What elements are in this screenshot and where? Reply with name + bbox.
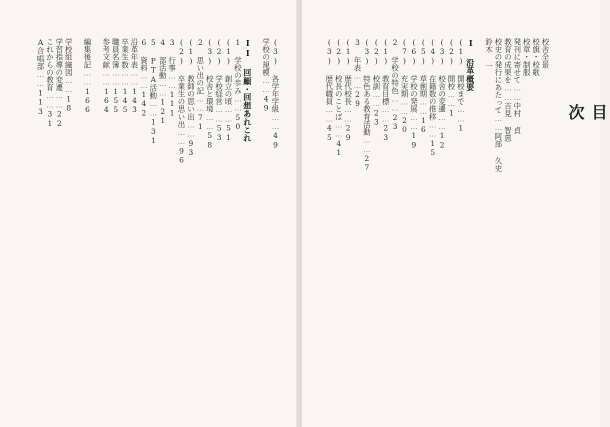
leader-dots: …… bbox=[130, 68, 139, 87]
toc-entry-text: (6) 学校の発展 bbox=[409, 38, 419, 113]
toc-entry-text: 教育の成果を bbox=[503, 38, 513, 84]
leader-dots: …… bbox=[101, 68, 111, 87]
leader-dots: …… bbox=[409, 112, 419, 132]
toc-column bbox=[195, 38, 206, 131]
toc-page-number: 31 bbox=[45, 109, 55, 129]
toc-page-number: 166 bbox=[83, 86, 92, 115]
toc-entry-text: (7) 充実期 bbox=[400, 38, 409, 98]
toc-entry-text: 卒業生数 bbox=[120, 38, 130, 69]
toc-entry-text: (1) 開校まで bbox=[456, 38, 466, 106]
toc-page-number: 23 bbox=[371, 108, 381, 127]
leader-dots: …… bbox=[36, 70, 45, 89]
leader-dots: …… bbox=[371, 90, 381, 109]
toc-column bbox=[324, 38, 335, 142]
leader-dots: …… bbox=[456, 105, 466, 124]
leader-dots: …… bbox=[139, 71, 149, 91]
toc-page-number: 27 bbox=[362, 154, 372, 173]
page-title: 目 次 bbox=[566, 104, 608, 160]
leader-dots: …… bbox=[45, 91, 55, 110]
toc-column bbox=[502, 38, 513, 142]
toc-column bbox=[35, 38, 46, 116]
toc-column bbox=[54, 38, 65, 128]
toc-entry-text: 学校組織図 bbox=[64, 38, 74, 76]
toc-page-number: 58 bbox=[205, 131, 215, 150]
leader-dots: …… bbox=[177, 128, 186, 147]
toc-entry-text: (3) 校舎と環境 bbox=[205, 38, 215, 113]
toc-column bbox=[270, 38, 281, 150]
toc-column bbox=[512, 38, 523, 134]
leader-dots: …… bbox=[381, 105, 391, 124]
leader-dots: …… bbox=[148, 99, 158, 118]
toc-entry-text: II 回顧・回想あれこれ bbox=[242, 38, 253, 143]
toc-entry-text: (2) 卒業生の思い出 bbox=[177, 38, 186, 128]
toc-entry-text: 発刊に寄せて bbox=[512, 38, 522, 84]
leader-dots: …… bbox=[418, 97, 428, 117]
toc-entry-text: 1 学校の歩み bbox=[233, 38, 243, 95]
toc-entry-text: (2) 開校 bbox=[447, 38, 456, 90]
toc-column bbox=[540, 38, 551, 68]
toc-column bbox=[82, 38, 93, 114]
toc-page-number: 113 bbox=[36, 88, 45, 117]
leader-dots: …… bbox=[437, 112, 447, 132]
toc-page-number: 20 bbox=[400, 116, 409, 135]
toc-column bbox=[333, 38, 344, 157]
leader-dots: …… bbox=[233, 94, 243, 113]
toc-column bbox=[371, 38, 382, 127]
toc-page-number: 16 bbox=[418, 116, 428, 135]
leader-dots: …… bbox=[271, 112, 280, 132]
leader-dots: …… bbox=[205, 112, 215, 132]
toc-column bbox=[437, 38, 448, 150]
toc-column bbox=[101, 38, 112, 114]
toc-entry-text: 3 行事 bbox=[167, 38, 177, 72]
toc-column bbox=[129, 38, 140, 114]
toc-page-number: 45 bbox=[324, 123, 334, 143]
toc-column bbox=[352, 38, 363, 108]
toc-entry-text: 2 思い出の記 bbox=[195, 38, 205, 95]
toc-page-number: 49 bbox=[261, 94, 271, 113]
toc-column bbox=[427, 38, 438, 157]
toc-page-number: 18 bbox=[64, 94, 74, 113]
toc-page-number: 93 bbox=[186, 138, 196, 158]
toc-column bbox=[232, 38, 243, 131]
toc-page-number: 29 bbox=[343, 123, 353, 143]
leader-dots: …… bbox=[428, 120, 438, 139]
toc-column bbox=[138, 38, 149, 118]
toc-page-number: 143 bbox=[130, 86, 139, 115]
toc-page-number: 鈴木 一 bbox=[484, 38, 494, 70]
toc-page-number: 51 bbox=[224, 123, 233, 143]
toc-entry-text: (4) 在籍数の推移 bbox=[428, 38, 438, 121]
toc-entry-text: 参考文献 bbox=[101, 38, 111, 69]
toc-page-number: 19 bbox=[409, 131, 419, 150]
leader-dots: …… bbox=[324, 105, 334, 124]
toc-page-number: 121 bbox=[158, 97, 168, 126]
leader-dots: …… bbox=[83, 68, 92, 87]
toc-column bbox=[120, 38, 131, 114]
toc-page-number: 111 bbox=[167, 90, 177, 118]
toc-entry-text: (1) 創立の頃 bbox=[224, 38, 233, 106]
toc-page-number: 1 bbox=[447, 108, 456, 118]
toc-column bbox=[418, 38, 429, 134]
leader-dots: …… bbox=[343, 105, 353, 124]
toc-page-number: 阿部 久史 bbox=[494, 132, 503, 173]
leader-dots: …… bbox=[334, 120, 344, 139]
toc-entry-text: 6 資料 bbox=[139, 38, 149, 72]
leader-dots: …… bbox=[390, 94, 400, 113]
toc-entry-text: 編集後記 bbox=[83, 38, 92, 69]
toc-column bbox=[110, 38, 121, 114]
toc-page-number: 15 bbox=[428, 138, 438, 158]
leader-dots: …… bbox=[261, 76, 271, 95]
leader-dots: …… bbox=[362, 135, 372, 155]
leader-dots: …… bbox=[503, 83, 513, 103]
toc-column bbox=[242, 38, 253, 142]
toc-column bbox=[261, 38, 272, 113]
toc-column bbox=[390, 38, 401, 131]
leader-dots: …… bbox=[158, 79, 168, 98]
toc-page-number: 164 bbox=[101, 86, 111, 115]
leader-dots: …… bbox=[195, 94, 205, 113]
toc-entry-text: (3) 歴代職員 bbox=[324, 38, 334, 106]
toc-page-number: 53 bbox=[214, 123, 224, 143]
toc-entry-text: これからの教育 bbox=[45, 38, 55, 92]
toc-entry-text: (1) 教育目標 bbox=[381, 38, 391, 106]
toc-page-number: 12 bbox=[437, 131, 447, 150]
leader-dots: …… bbox=[353, 71, 362, 91]
toc-page-number: 23 bbox=[390, 112, 400, 132]
toc-entry-text: (2) 校訓 bbox=[371, 38, 381, 90]
toc-page-number: 1 bbox=[456, 123, 466, 133]
toc-page-number: 29 bbox=[353, 90, 362, 109]
toc-entry-text: (2) 学校経営 bbox=[214, 38, 224, 106]
toc-page-number: 中村 貞 bbox=[512, 102, 522, 135]
toc-page-number: 50 bbox=[233, 112, 243, 132]
left-page bbox=[0, 0, 298, 427]
right-page bbox=[302, 0, 608, 427]
toc-entry-text: 5 PTA活動 bbox=[148, 38, 158, 100]
leader-dots: …… bbox=[224, 105, 233, 124]
leader-dots: …… bbox=[214, 105, 224, 124]
toc-page-number: 71 bbox=[195, 112, 205, 132]
toc-page-number: 吉見 智恵 bbox=[503, 102, 513, 142]
toc-page-number: 96 bbox=[177, 146, 186, 165]
toc-column bbox=[493, 38, 504, 172]
toc-column bbox=[44, 38, 55, 128]
toc-column bbox=[223, 38, 234, 142]
toc-entry-text: 沿革年表 bbox=[130, 38, 139, 69]
toc-column bbox=[399, 38, 410, 134]
toc-column bbox=[157, 38, 168, 125]
toc-entry-text: A合唱部 bbox=[36, 38, 45, 70]
toc-entry-text: 学校の規模 bbox=[261, 38, 271, 76]
toc-entry-text: (2) 校長のことば bbox=[334, 38, 344, 121]
toc-page-number: 49 bbox=[271, 131, 280, 150]
leader-dots: …… bbox=[186, 120, 196, 139]
toc-column bbox=[531, 38, 542, 76]
toc-page-number: 41 bbox=[334, 138, 344, 158]
toc-entry-text: 3 年表 bbox=[353, 38, 362, 72]
toc-entry-text: 校史の発行にあたって bbox=[494, 38, 503, 114]
toc-entry-text: (3) 各学年学級 bbox=[271, 38, 280, 113]
toc-column bbox=[214, 38, 225, 142]
toc-entry-text: 校章・制服 bbox=[522, 38, 532, 76]
toc-page-number: 22 bbox=[54, 109, 64, 129]
toc-column bbox=[465, 38, 476, 91]
toc-column bbox=[185, 38, 196, 157]
toc-column bbox=[63, 38, 74, 113]
toc-entry-text: 2 学校の特色 bbox=[390, 38, 400, 95]
leader-dots: …… bbox=[111, 68, 121, 87]
toc-entry-text: 校舎全景 bbox=[541, 38, 550, 69]
toc-column bbox=[484, 38, 495, 70]
toc-entry-text: 学習指導の変遷 bbox=[54, 38, 64, 92]
toc-column bbox=[408, 38, 419, 150]
leader-dots: …… bbox=[447, 90, 456, 109]
toc-column bbox=[455, 38, 466, 133]
toc-column bbox=[167, 38, 178, 118]
toc-column bbox=[380, 38, 391, 142]
toc-page-number: 131 bbox=[148, 117, 158, 146]
leader-dots: …… bbox=[54, 91, 64, 110]
toc-entry-text: (3) 特色ある教育活動 bbox=[362, 38, 372, 136]
toc-column bbox=[343, 38, 354, 142]
toc-entry-text: (1) 歴代校長 bbox=[343, 38, 353, 106]
toc-column bbox=[204, 38, 215, 150]
toc-column bbox=[446, 38, 457, 118]
toc-entry-text: (1) 教師の思い出 bbox=[186, 38, 196, 121]
toc-column bbox=[521, 38, 532, 76]
toc-entry-text: (3) 校舎の変遷 bbox=[437, 38, 447, 113]
toc-column bbox=[148, 38, 159, 145]
toc-page-number: 23 bbox=[381, 123, 391, 143]
toc-entry-text: 校旗・校歌 bbox=[531, 38, 541, 76]
leader-dots: …… bbox=[120, 68, 130, 87]
toc-entry-text: I 沿革概要 bbox=[465, 38, 476, 92]
toc-entry-text: (5) 草創期 bbox=[418, 38, 428, 98]
toc-entry-text: 4 部活動 bbox=[158, 38, 168, 80]
toc-entry-text: 職員名簿 bbox=[111, 38, 121, 69]
leader-dots: …… bbox=[64, 76, 74, 95]
leader-dots: …… bbox=[494, 114, 503, 133]
toc-page-number: 155 bbox=[111, 86, 121, 115]
toc-column bbox=[176, 38, 187, 165]
toc-page-number: 145 bbox=[120, 86, 130, 115]
leader-dots: …… bbox=[400, 97, 409, 117]
leader-dots: …… bbox=[167, 71, 177, 91]
toc-page-number: 142 bbox=[139, 90, 149, 118]
toc-column bbox=[361, 38, 372, 172]
leader-dots: …… bbox=[512, 83, 522, 103]
